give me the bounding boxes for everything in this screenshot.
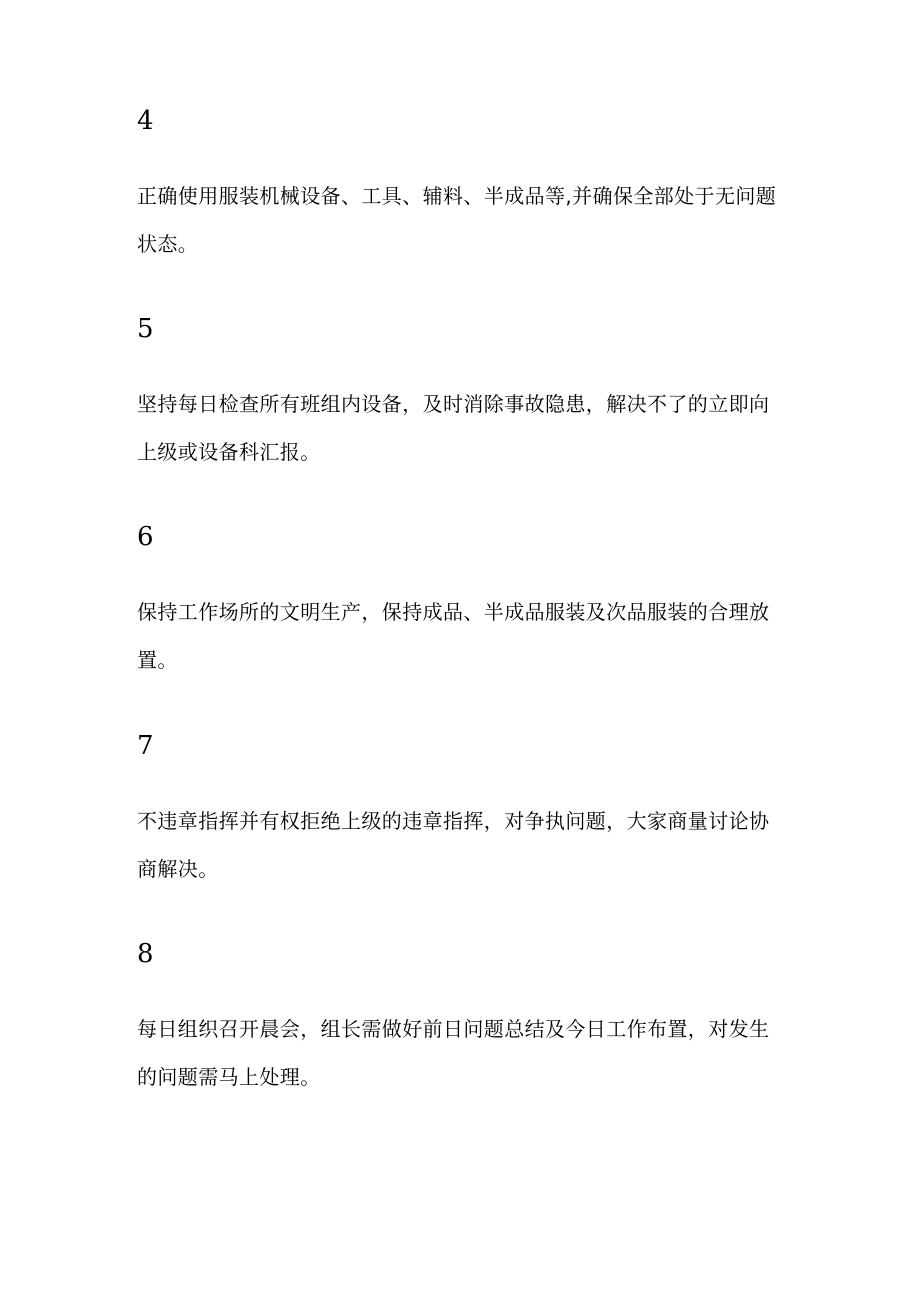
section-text: 正确使用服装机械设备、工具、辅料、半成品等,并确保全部处于无问题状态。 [137,184,777,256]
section-text: 每日组织召开晨会，组长需做好前日问题总结及今日工作布置，对发生的问题需马上处理。 [137,1017,770,1089]
section-6 [137,522,787,684]
section-number: 5 [137,314,154,344]
section-text: 保持工作场所的文明生产，保持成品、半成品服装及次品服装的合理放置。 [137,600,770,672]
section-number: 4 [137,106,154,136]
section-number: 6 [137,522,154,552]
section-text: 坚持每日检查所有班组内设备，及时消除事故隐患，解决不了的立即向上级或设备科汇报。 [137,392,770,464]
section-4 [137,106,787,268]
section-8 [137,939,787,1101]
section-number: 7 [137,731,154,761]
section-7 [137,731,787,893]
section-text: 不违章指挥并有权拒绝上级的违章指挥，对争执问题，大家商量讨论协商解决。 [137,809,770,881]
section-5 [137,314,787,476]
section-number: 8 [137,939,154,969]
